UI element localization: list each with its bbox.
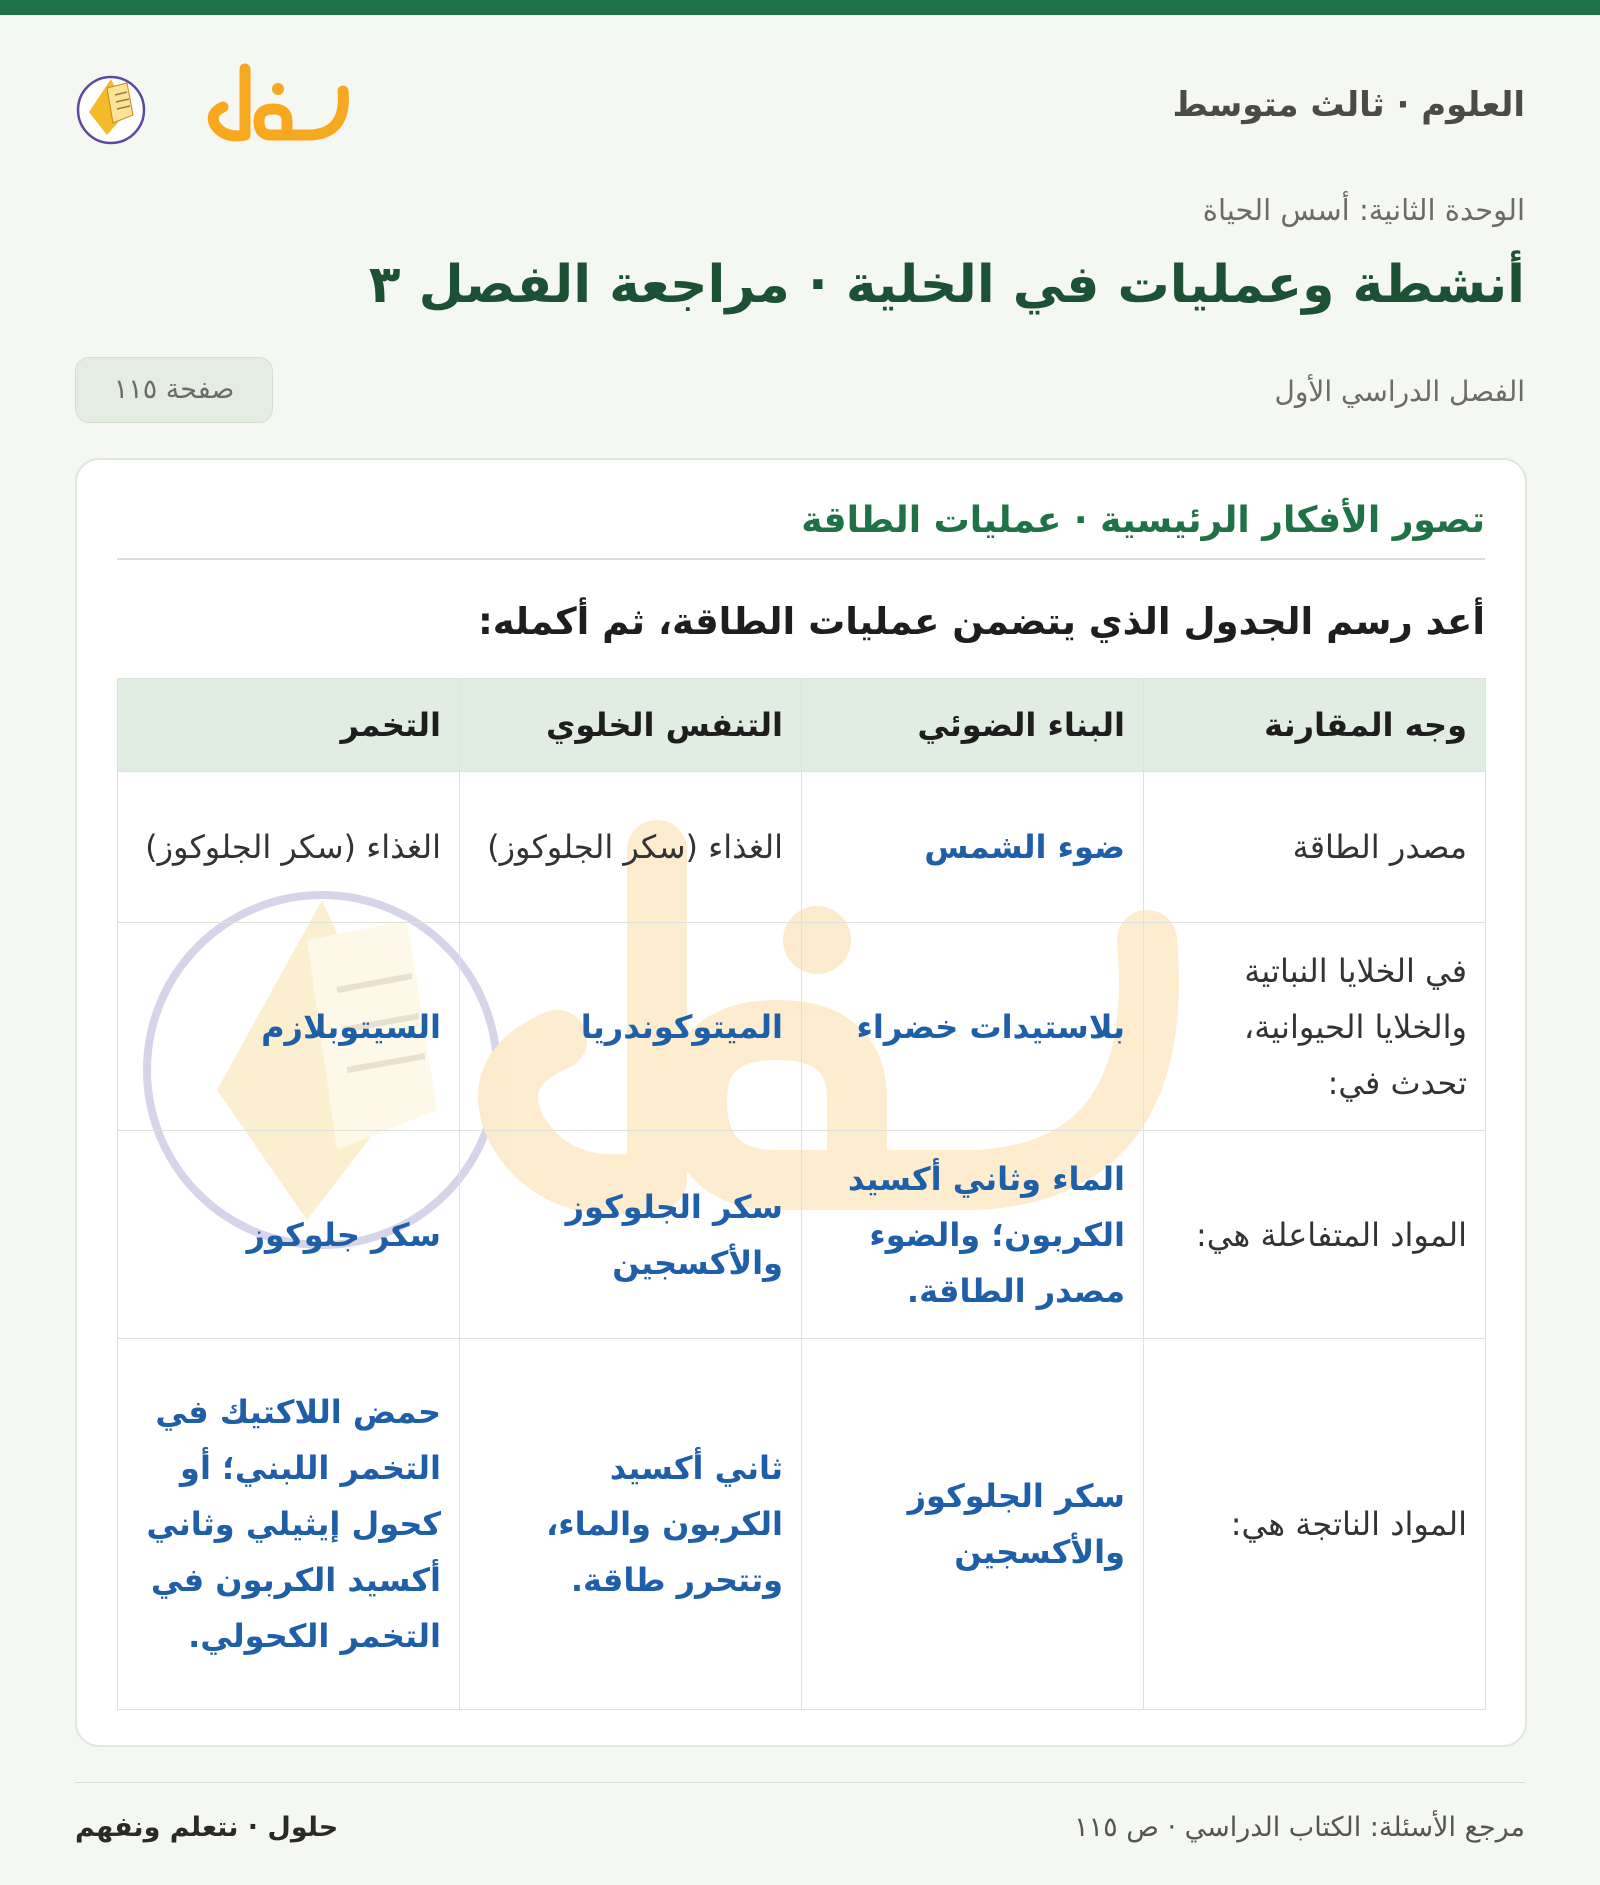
header-photosynthesis: البناء الضوئي xyxy=(802,679,1144,772)
card-title: تصور الأفكار الرئيسية · عمليات الطاقة xyxy=(801,500,1485,541)
answer-photosynthesis-energy-source: ضوء الشمس xyxy=(802,772,1144,923)
card-divider xyxy=(117,558,1485,560)
row-label-energy-source: مصدر الطاقة xyxy=(1144,772,1486,923)
page-title: أنشطة وعمليات في الخلية · مراجعة الفصل ٣ xyxy=(368,255,1525,315)
answer-photosynthesis-products: سكر الجلوكوز والأكسجين xyxy=(802,1339,1144,1710)
cell-fermentation-energy-source: الغذاء (سكر الجلوكوز) xyxy=(118,772,460,923)
header-fermentation: التخمر xyxy=(118,679,460,772)
question-instruction: أعد رسم الجدول الذي يتضمن عمليات الطاقة، ثم أكمله: xyxy=(477,600,1485,643)
answer-fermentation-reactants: سكر جلوكوز xyxy=(118,1131,460,1339)
answer-fermentation-products: حمض اللاكتيك في التخمر اللبني؛ أو كحول إيثيلي وثاني أكسيد الكربون في التخمر الكحولي. xyxy=(118,1339,460,1710)
subject-grade-label: العلوم · ثالث متوسط xyxy=(1172,85,1525,125)
hulul-logo[interactable] xyxy=(75,55,375,165)
footer-divider xyxy=(75,1782,1525,1783)
answer-respiration-products: ثاني أكسيد الكربون والماء، وتتحرر طاقة. xyxy=(460,1339,802,1710)
key-ideas-card xyxy=(75,458,1527,1747)
hulul-logo-graphic xyxy=(75,55,375,165)
row-label-location: في الخلايا النباتية والخلايا الحيوانية، تحدث في: xyxy=(1144,923,1486,1131)
answer-respiration-location: الميتوكوندريا xyxy=(460,923,802,1131)
answer-photosynthesis-reactants: الماء وثاني أكسيد الكربون؛ والضوء مصدر الطاقة. xyxy=(802,1131,1144,1339)
answer-photosynthesis-location: بلاستيدات خضراء xyxy=(802,923,1144,1131)
top-accent-bar xyxy=(0,0,1600,15)
row-label-reactants: المواد المتفاعلة هي: xyxy=(1144,1131,1486,1339)
table-header-row xyxy=(118,679,1486,772)
table-row-energy-source xyxy=(118,772,1486,923)
page-header xyxy=(75,55,1525,165)
cell-respiration-energy-source: الغذاء (سكر الجلوكوز) xyxy=(460,772,802,923)
energy-processes-table xyxy=(117,678,1486,1710)
footer-reference: مرجع الأسئلة: الكتاب الدراسي · ص ١١٥ xyxy=(1074,1812,1525,1843)
table-row-reactants xyxy=(118,1131,1486,1339)
unit-label: الوحدة الثانية: أسس الحياة xyxy=(1202,193,1525,227)
answer-respiration-reactants: سكر الجلوكوز والأكسجين xyxy=(460,1131,802,1339)
table-row-location xyxy=(118,923,1486,1131)
footer-brand: حلول · نتعلم ونفهم xyxy=(75,1812,339,1843)
table-row-products xyxy=(118,1339,1486,1710)
semester-label: الفصل الدراسي الأول xyxy=(1274,375,1525,408)
header-comparison-aspect: وجه المقارنة xyxy=(1144,679,1486,772)
header-cellular-respiration: التنفس الخلوي xyxy=(460,679,802,772)
answer-fermentation-location: السيتوبلازم xyxy=(118,923,460,1131)
page-number-badge: صفحة ١١٥ xyxy=(75,357,273,423)
row-label-products: المواد الناتجة هي: xyxy=(1144,1339,1486,1710)
